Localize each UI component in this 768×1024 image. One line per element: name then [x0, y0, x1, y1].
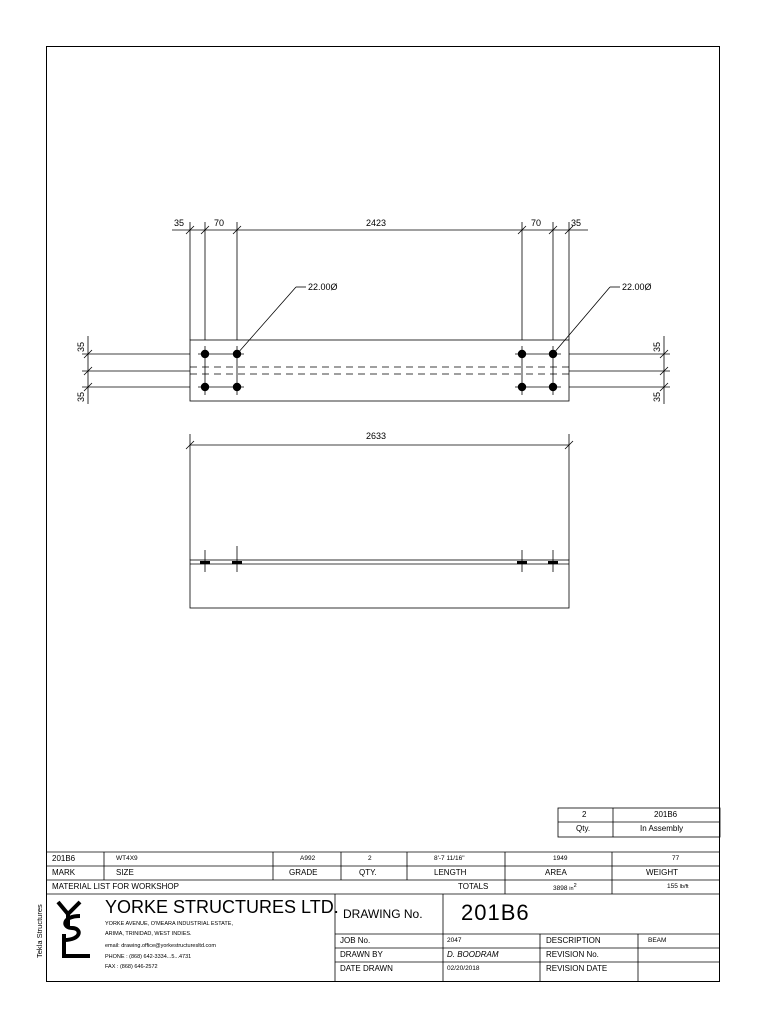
bolt-hole: [549, 383, 557, 391]
drawing-no-label: DRAWING No.: [343, 907, 423, 921]
size-header: SIZE: [116, 868, 134, 877]
hole-label: 22.00Ø: [308, 282, 338, 292]
bolt-hole: [518, 383, 526, 391]
length-value: 8'-7 11/16": [434, 855, 465, 862]
date-drawn-label: DATE DRAWN: [340, 964, 393, 973]
size-value: WT4X9: [116, 855, 138, 862]
assembly-value: 201B6: [654, 810, 678, 819]
revision-date-label: REVISION DATE: [546, 964, 608, 973]
tekla-side-label: Tekla Structures: [35, 904, 44, 958]
drawing-no-value: 201B6: [461, 900, 530, 925]
date-drawn-value: 02/20/2018: [447, 965, 480, 972]
total-area: 3898 $in^2$: [553, 883, 577, 893]
qty-header: QTY.: [359, 868, 377, 877]
description-label: DESCRIPTION: [546, 936, 601, 945]
qty-label: Qty.: [576, 824, 591, 833]
hole-label: 22.00Ø: [622, 282, 652, 292]
company-address-2: ARIMA, TRINIDAD, WEST INDIES.: [105, 931, 192, 937]
company-fax: FAX : (868) 646-2572: [105, 964, 158, 970]
bolt-hole: [201, 383, 209, 391]
dim-label: 70: [531, 218, 542, 228]
job-no-label: JOB No.: [340, 936, 371, 945]
qty-value: 2: [582, 810, 587, 819]
company-name: YORKE STRUCTURES LTD.: [105, 897, 339, 917]
revision-no-label: REVISION No.: [546, 950, 599, 959]
drawn-by-value: D. BOODRAM: [447, 950, 499, 959]
company-phone: PHONE : (868) 642-3334...5...4731: [105, 954, 192, 960]
bolt-hole: [233, 350, 241, 358]
bolt-hole: [233, 383, 241, 391]
grade-header: GRADE: [289, 868, 318, 877]
dim-label: 35: [652, 391, 662, 402]
length-header: LENGTH: [434, 868, 467, 877]
weight-header: WEIGHT: [646, 868, 678, 877]
weight-value: 77: [672, 855, 680, 862]
grade-value: A992: [300, 855, 316, 862]
beam-elevation-view: [190, 560, 569, 608]
dim-label: 70: [214, 218, 225, 228]
dim-label: 35: [174, 218, 185, 228]
company-address-1: YORKE AVENUE, O'MEARA INDUSTRIAL ESTATE,: [105, 921, 233, 927]
total-weight: 155 lb/ft: [667, 883, 689, 890]
bolt-hole: [201, 350, 209, 358]
area-value: 1949: [553, 855, 568, 862]
dim-label: 35: [652, 341, 662, 352]
mark-value: 201B6: [52, 854, 76, 863]
area-header: AREA: [545, 868, 567, 877]
drawn-by-label: DRAWN BY: [340, 950, 383, 959]
length-label: 2633: [366, 431, 387, 441]
dim-label: 35: [76, 341, 86, 352]
qty-row-value: 2: [368, 855, 372, 862]
mark-header: MARK: [52, 868, 76, 877]
dim-label: 35: [571, 218, 582, 228]
company-email: email: drawing.office@yorkestructuresltd.com: [105, 943, 216, 949]
dim-label: 2423: [366, 218, 387, 228]
totals-label: TOTALS: [458, 882, 489, 891]
job-no-value: 2047: [447, 937, 462, 944]
description-value: BEAM: [648, 937, 667, 944]
bolt-hole: [518, 350, 526, 358]
beam-plan-view: [190, 340, 569, 401]
assembly-label: In Assembly: [640, 824, 684, 833]
dim-label: 35: [76, 391, 86, 402]
bolt-hole: [549, 350, 557, 358]
material-list-title: MATERIAL LIST FOR WORKSHOP: [52, 882, 179, 891]
ysl-logo: [58, 902, 90, 956]
